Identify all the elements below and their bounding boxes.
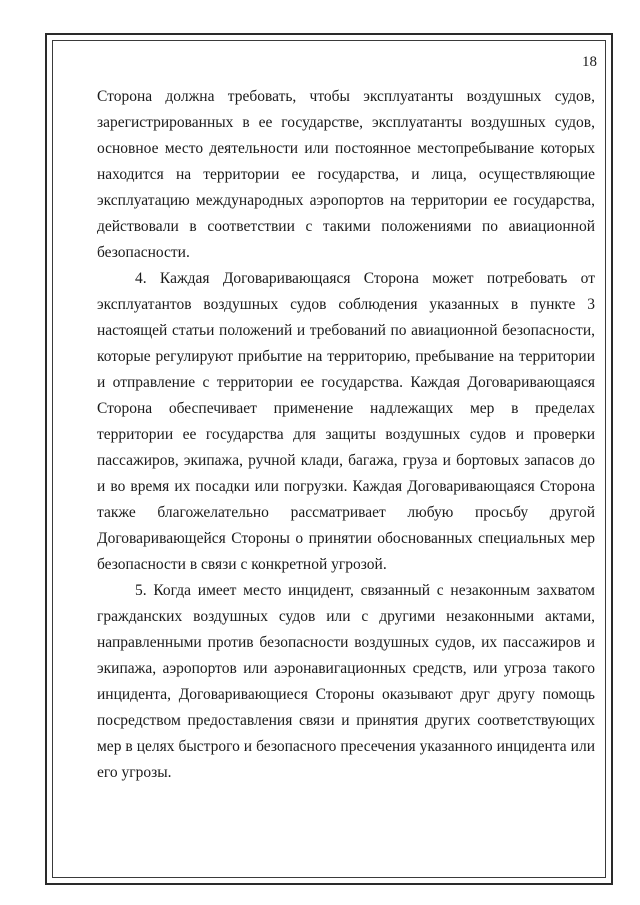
document-body <box>97 84 595 786</box>
paragraph-continuation: Сторона должна требовать, чтобы эксплуатанты воздушных судов, зарегистрированных в ее государстве, эксплуатанты воздушных судов, основное место деятельности или постоянное местопребывание которых находится на территории ее государства, и лица, осуществляющие эксплуатацию международных аэропортов на территории ее государства, действовали в соответствии с такими положениями по авиационной безопасности. <box>97 88 595 261</box>
paragraph-item-4: 4. Каждая Договаривающаяся Сторона может потребовать от эксплуатантов воздушных судов соблюдения указанных в пункте 3 настоящей статьи положений и требований по авиационной безопасности, которые регулируют прибытие на территорию, пребывание на территории и отправление с территории ее государства. Каждая Договаривающаяся Сторона обеспечивает применение надлежащих мер в пределах территории ее государства для защиты воздушных судов и проверки пассажиров, экипажа, ручной клади, багажа, груза и бортовых запасов до и во время их посадки или погрузки. Каждая Договаривающаяся Сторона также благожелательно рассматривает любую просьбу другой Договаривающейся Стороны о принятии обоснованных специальных мер безопасности в связи с конкретной угрозой. <box>97 270 595 573</box>
paragraph-item-5: 5. Когда имеет место инцидент, связанный с незаконным захватом гражданских воздушных судов или с другими незаконными актами, направленными против безопасности воздушных судов, их пассажиров и экипажа, аэропортов или аэронавигационных средств, или угроза такого инцидента, Договаривающиеся Стороны оказывают друг другу помощь посредством предоставления связи и принятия других соответствующих мер в целях быстрого и безопасного пресечения указанного инцидента или его угрозы. <box>97 582 595 781</box>
page-number: 18 <box>582 54 597 70</box>
